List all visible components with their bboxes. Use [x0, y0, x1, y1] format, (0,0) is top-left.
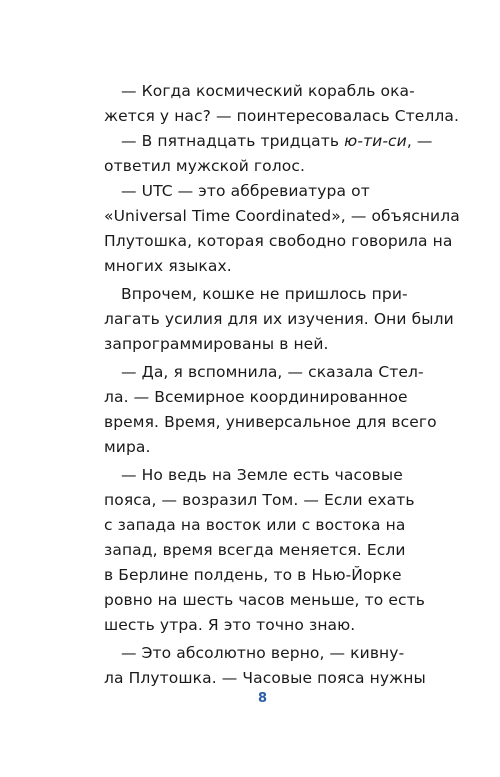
text-line: лагать усилия для их изучения. Они были	[104, 310, 454, 328]
text-line: в Берлине полдень, то в Нью-Йорке	[104, 566, 402, 584]
text-segment: , —	[406, 132, 433, 150]
text-line: время. Время, универсальное для всего	[104, 413, 437, 431]
text-line: — UTC — это аббревиатура от	[121, 182, 370, 200]
text-segment: — В пятнадцать тридцать	[121, 132, 345, 150]
text-line: ла. — Всемирное координированное	[104, 388, 408, 406]
text-line: ла Плутошка. — Часовые пояса нужны	[104, 669, 426, 687]
text-line: Впрочем, кошке не пришлось при-	[121, 285, 408, 303]
text-line: ответил мужской голос.	[104, 157, 305, 175]
text-line: «Universal Time Coordinated», — объяснила	[104, 207, 460, 225]
text-line: жется у нас? — поинтересовалась Стелла.	[104, 107, 460, 125]
text-line: запад, время всегда меняется. Если	[104, 541, 406, 559]
text-line: — Да, я вспомнила, — сказала Стел-	[121, 363, 424, 381]
text-line: ровно на шесть часов меньше, то есть	[104, 591, 425, 609]
text-line	[121, 128, 432, 154]
text-line: пояса, — возразил Том. — Если ехать	[104, 491, 415, 509]
text-line: шесть утра. Я это точно знаю.	[104, 616, 356, 634]
page-number: 8	[258, 691, 268, 706]
text-line: — Это абсолютно верно, — кивну-	[121, 644, 405, 662]
emphasized-text: ю-ти-си	[344, 132, 407, 150]
text-line: — Когда космический корабль ока-	[121, 82, 415, 100]
text-line: многих языках.	[104, 257, 232, 275]
text-line: запрограммированы в ней.	[104, 335, 329, 353]
text-line: с запада на восток или с востока на	[104, 516, 406, 534]
text-line: мира.	[104, 438, 151, 456]
text-line: — Но ведь на Земле есть часовые	[121, 466, 403, 484]
text-line: Плутошка, которая свободно говорила на	[104, 232, 453, 250]
